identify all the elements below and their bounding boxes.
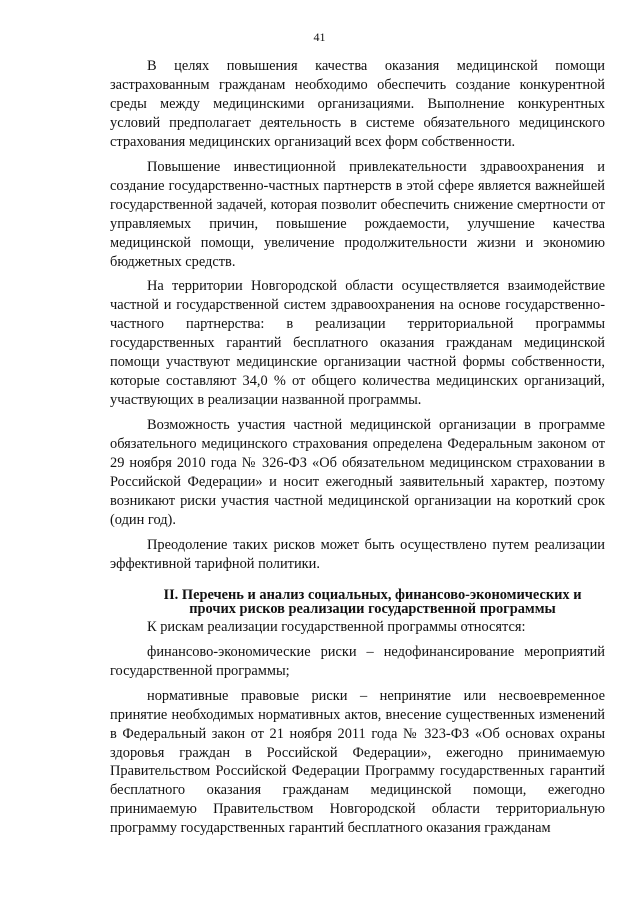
page-number: 41 — [313, 30, 326, 44]
document-body — [110, 57, 605, 838]
paragraph-overcoming-risks: Преодоление таких рисков может быть осуществлено путем реализации эффективной тарифной политики. — [110, 536, 605, 572]
paragraph-financial-risks: финансово-экономические риски – недофинансирование мероприятий государственной программы; — [110, 643, 605, 679]
paragraph-investment-attractiveness: Повышение инвестиционной привлекательности здравоохранения и создание государственно-частных партнерств в этой сфере является важнейшей государственной задачей, которая позволит обеспечить снижение смертности от управляемых причин, повышение рождаемости, улучшение качества медицинской помощи, увеличение продолжительности жизни и экономию бюджетных средств. — [110, 158, 605, 270]
paragraph-legal-risks: нормативные правовые риски – непринятие или несвоевременное принятие необходимых нормативных актов, внесение существенных изменений в Федеральный закон от 21 ноября 2011 года № 323-ФЗ «Об основах охраны здоровья граждан в Российской Федерации», ежегодно принимаемую Правительством Российской Федерации Программу государственных гарантий бесплатного оказания гражданам медицинской помощи, ежегодно принимаемую Правительством Новгородской области территориальную программу государственных гарантий бесплатного оказания гражданам — [110, 687, 605, 837]
paragraph-competitive-environment: В целях повышения качества оказания медицинской помощи застрахованным гражданам необходимо обеспечить создание конкурентной среды между медицинскими организациями. Выполнение конкурентных условий предполагает деятельность в системе обязательного медицинского страхования медицинских организаций всех форм собственности. — [110, 58, 605, 150]
paragraph-risks-intro: К рискам реализации государственной программы относятся: — [147, 618, 526, 635]
paragraph-public-private-partnership: На территории Новгородской области осуществляется взаимодействие частной и государственной систем здравоохранения на основе государственно-частного партнерства: в реализации территориальной программы государственных гарантий бесплатного оказания гражданам медицинской помощи участвуют медицинские организации частной формы собственности, которые составляют 34,0 % от общего количества медицинских организаций, участвующих в реализации названной программы. — [110, 278, 605, 409]
paragraph-private-participation: Возможность участия частной медицинской организации в программе обязательного медицинского страхования определена Федеральным законом от 29 ноября 2010 года № 326-ФЗ «Об обязательном медицинском страховании в Российской Федерации» и носит ежегодный заявительный характер, поэтому возникают риски участия частной медицинской организации на короткий срок (один год). — [110, 417, 605, 528]
section-heading-risks: II. Перечень и анализ социальных, финансово-экономических и прочих рисков реализации государственной программы — [163, 586, 582, 617]
